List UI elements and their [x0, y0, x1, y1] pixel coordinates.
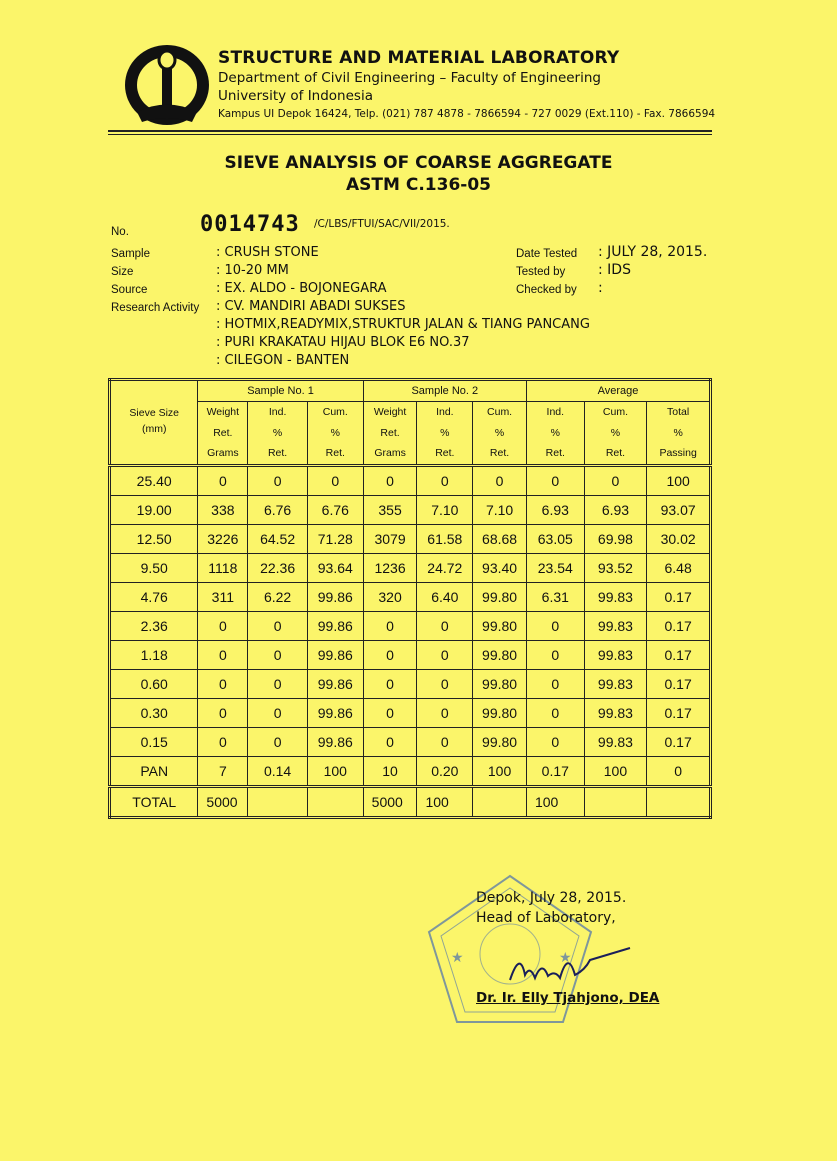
- date-tested-value: : JULY 28, 2015.: [598, 244, 708, 260]
- table-cell: 1236: [363, 553, 417, 582]
- source-label: Source: [111, 284, 148, 296]
- table-cell: 93.64: [307, 553, 363, 582]
- table-cell: 6.31: [526, 582, 584, 611]
- table-cell: 7.10: [417, 495, 473, 524]
- table-cell: 0: [198, 640, 248, 669]
- table-cell: 0: [526, 669, 584, 698]
- table-cell: 311: [198, 582, 248, 611]
- total-cell: [584, 786, 647, 817]
- svg-text:★: ★: [559, 950, 572, 966]
- signature: [490, 940, 640, 990]
- table-cell: 7.10: [473, 495, 527, 524]
- table-cell: 0: [248, 669, 308, 698]
- total-cell: [307, 786, 363, 817]
- column-header-line: Ind.: [436, 406, 454, 418]
- research-line: : CV. MANDIRI ABADI SUKSES: [216, 299, 406, 314]
- table-row: [110, 495, 711, 524]
- table-cell: 99.83: [584, 640, 647, 669]
- column-header-line: %: [440, 426, 450, 439]
- table-cell: 64.52: [248, 524, 308, 553]
- research-line: : PURI KRAKATAU HIJAU BLOK E6 NO.37: [216, 335, 470, 350]
- table-cell: 0.14: [248, 756, 308, 786]
- table-cell: 0: [363, 640, 417, 669]
- total-cell: 5000: [363, 786, 417, 817]
- table-cell: 69.98: [584, 524, 647, 553]
- table-row: [110, 727, 711, 756]
- date-tested-label: Date Tested: [516, 248, 578, 260]
- table-cell: 0: [248, 727, 308, 756]
- total-cell: [248, 786, 308, 817]
- sieve-size-cell: 4.76: [110, 582, 198, 611]
- table-cell: 0: [198, 465, 248, 495]
- table-cell: 0: [417, 698, 473, 727]
- table-cell: 0: [198, 669, 248, 698]
- column-header: [307, 402, 363, 466]
- table-cell: 100: [584, 756, 647, 786]
- table-cell: 100: [307, 756, 363, 786]
- column-header-line: %: [494, 426, 505, 439]
- document-title: SIEVE ANALYSIS OF COARSE AGGREGATE: [224, 153, 613, 173]
- table-row: [110, 524, 711, 553]
- table-cell: 0: [526, 611, 584, 640]
- table-cell: 99.86: [307, 582, 363, 611]
- table-row: [110, 698, 711, 727]
- size-value: : 10-20 MM: [216, 263, 289, 278]
- divider: [108, 134, 712, 135]
- table-cell: 100: [473, 756, 527, 786]
- source-value: : EX. ALDO - BOJONEGARA: [216, 281, 387, 296]
- table-cell: 0: [417, 727, 473, 756]
- table-cell: 99.80: [473, 727, 527, 756]
- table-cell: 0: [417, 640, 473, 669]
- table-cell: 6.76: [248, 495, 308, 524]
- table-cell: 99.83: [584, 582, 647, 611]
- table-cell: 0: [526, 698, 584, 727]
- column-header-line: Cum.: [602, 406, 628, 418]
- column-header-line: Ind.: [546, 406, 565, 418]
- table-cell: 3079: [363, 524, 417, 553]
- svg-text:★: ★: [451, 950, 464, 966]
- table-cell: 24.72: [417, 553, 473, 582]
- column-header-line: %: [550, 426, 560, 439]
- signature-role: Head of Laboratory,: [476, 910, 616, 926]
- lab-name: STRUCTURE AND MATERIAL LABORATORY: [218, 48, 620, 68]
- table-cell: 0: [198, 727, 248, 756]
- table-cell: 0.17: [526, 756, 584, 786]
- group-header-sample-1: Sample No. 1: [198, 380, 363, 402]
- table-cell: 0.17: [647, 727, 711, 756]
- table-row: [110, 582, 711, 611]
- sieve-analysis-table: [108, 378, 712, 819]
- table-row: [110, 669, 711, 698]
- table-cell: 0.17: [647, 669, 711, 698]
- table-cell: 0.17: [647, 582, 711, 611]
- column-header-line: %: [272, 426, 283, 439]
- tested-by-label: Tested by: [516, 266, 566, 278]
- column-header-line: Ret.: [267, 447, 288, 459]
- table-cell: 0: [198, 611, 248, 640]
- no-label: No.: [111, 226, 129, 238]
- table-cell: 99.86: [307, 698, 363, 727]
- table-cell: 99.80: [473, 698, 527, 727]
- table-cell: 0: [198, 698, 248, 727]
- sieve-size-cell: 0.60: [110, 669, 198, 698]
- table-cell: 63.05: [526, 524, 584, 553]
- table-row: [110, 756, 711, 786]
- table-cell: 0: [363, 698, 417, 727]
- table-cell: 0: [248, 611, 308, 640]
- university: University of Indonesia: [218, 88, 373, 104]
- column-header-line: Ret.: [213, 426, 233, 439]
- table-cell: 0: [363, 727, 417, 756]
- column-header-line: %: [330, 426, 340, 439]
- table-cell: 99.83: [584, 611, 647, 640]
- department: Department of Civil Engineering – Faculty of Engineering: [218, 70, 601, 86]
- table-row: [110, 465, 711, 495]
- table-cell: 355: [363, 495, 417, 524]
- table-cell: 0: [363, 669, 417, 698]
- table-cell: 0: [584, 465, 647, 495]
- research-label: Research Activity: [111, 302, 200, 314]
- table-cell: 0: [417, 611, 473, 640]
- table-cell: 99.83: [584, 698, 647, 727]
- column-header-line: Ret.: [435, 447, 455, 459]
- table-cell: 0: [363, 611, 417, 640]
- sieve-size-cell: PAN: [110, 756, 198, 786]
- divider: [108, 130, 712, 132]
- size-label: Size: [111, 266, 134, 278]
- table-cell: 99.80: [473, 611, 527, 640]
- table-cell: 0: [307, 465, 363, 495]
- table-cell: 93.52: [584, 553, 647, 582]
- table-cell: 99.86: [307, 727, 363, 756]
- sieve-size-header-line: (mm): [141, 423, 167, 435]
- table-cell: 6.40: [417, 582, 473, 611]
- column-header: [526, 402, 584, 466]
- table-cell: 0.17: [647, 698, 711, 727]
- sample-label: Sample: [111, 248, 150, 260]
- column-header-line: Ret.: [489, 447, 510, 459]
- table-row: [110, 640, 711, 669]
- table-cell: 99.86: [307, 640, 363, 669]
- column-header-line: Grams: [207, 447, 239, 459]
- table-cell: 99.83: [584, 669, 647, 698]
- table-cell: 0: [363, 465, 417, 495]
- column-header-line: Weight: [373, 406, 407, 418]
- column-header: [363, 402, 417, 466]
- total-cell: 100: [417, 786, 473, 817]
- sieve-size-cell: 25.40: [110, 465, 198, 495]
- table-cell: 71.28: [307, 524, 363, 553]
- table-cell: 0.17: [647, 611, 711, 640]
- sieve-size-cell: 1.18: [110, 640, 198, 669]
- document-number: 0014743: [200, 212, 300, 237]
- sieve-size-cell: 2.36: [110, 611, 198, 640]
- table-cell: 1118: [198, 553, 248, 582]
- column-header: [473, 402, 527, 466]
- sieve-size-cell: 12.50: [110, 524, 198, 553]
- column-header-line: Ret.: [605, 447, 626, 459]
- table-cell: 6.93: [526, 495, 584, 524]
- table-cell: 99.86: [307, 611, 363, 640]
- address: Kampus UI Depok 16424, Telp. (021) 787 4878 - 7866594 - 727 0029 (Ext.110) - Fax. 7866594: [218, 108, 716, 120]
- sieve-size-cell: 0.15: [110, 727, 198, 756]
- table-cell: 0: [417, 669, 473, 698]
- table-cell: 6.22: [248, 582, 308, 611]
- checked-by-label: Checked by: [516, 284, 577, 296]
- checked-by-value: :: [598, 280, 603, 296]
- table-cell: 93.07: [647, 495, 711, 524]
- column-header-line: Cum.: [487, 406, 513, 418]
- column-header-line: Ret.: [545, 447, 565, 459]
- table-cell: 93.40: [473, 553, 527, 582]
- table-cell: 61.58: [417, 524, 473, 553]
- table-cell: 100: [647, 465, 711, 495]
- table-cell: 0: [526, 640, 584, 669]
- column-header: [248, 402, 308, 466]
- column-header-line: Grams: [374, 447, 406, 459]
- table-cell: 6.76: [307, 495, 363, 524]
- total-cell: [473, 786, 527, 817]
- table-cell: 0: [248, 698, 308, 727]
- table-row: [110, 611, 711, 640]
- column-header-line: Ret.: [380, 426, 400, 439]
- group-header-sample-2: Sample No. 2: [363, 380, 526, 402]
- column-header-line: Ind.: [268, 406, 287, 418]
- table-cell: 10: [363, 756, 417, 786]
- total-cell: 100: [526, 786, 584, 817]
- column-header-line: %: [610, 426, 621, 439]
- document-number-suffix: /C/LBS/FTUI/SAC/VII/2015.: [314, 218, 450, 230]
- table-cell: 0: [248, 465, 308, 495]
- table-cell: 99.83: [584, 727, 647, 756]
- signatory-name: Dr. Ir. Elly Tjahjono, DEA: [476, 990, 660, 1006]
- table-cell: 99.80: [473, 640, 527, 669]
- table-cell: 6.93: [584, 495, 647, 524]
- sieve-size-header: [110, 380, 198, 466]
- sieve-size-cell: 19.00: [110, 495, 198, 524]
- table-cell: 6.48: [647, 553, 711, 582]
- university-logo: [122, 42, 212, 128]
- total-cell: 5000: [198, 786, 248, 817]
- table-cell: 22.36: [248, 553, 308, 582]
- column-header-line: Passing: [659, 447, 697, 459]
- table-cell: 68.68: [473, 524, 527, 553]
- table-cell: 0: [473, 465, 527, 495]
- table-cell: 30.02: [647, 524, 711, 553]
- total-row: [110, 786, 711, 817]
- sample-value: : CRUSH STONE: [216, 245, 319, 260]
- table-cell: 0.20: [417, 756, 473, 786]
- column-header-line: Total: [667, 406, 690, 418]
- column-header: [198, 402, 248, 466]
- table-cell: 0: [526, 727, 584, 756]
- column-header: [647, 402, 711, 466]
- column-header: [417, 402, 473, 466]
- table-cell: 338: [198, 495, 248, 524]
- sieve-size-cell: 9.50: [110, 553, 198, 582]
- table-cell: 0: [526, 465, 584, 495]
- table-cell: 320: [363, 582, 417, 611]
- table-cell: 99.80: [473, 582, 527, 611]
- column-header-line: Ret.: [325, 447, 345, 459]
- column-header: [584, 402, 647, 466]
- column-header-line: Cum.: [322, 406, 348, 418]
- table-cell: 23.54: [526, 553, 584, 582]
- table-cell: 0.17: [647, 640, 711, 669]
- total-cell: TOTAL: [110, 786, 198, 817]
- column-header-line: %: [673, 426, 683, 439]
- signature-place-date: Depok, July 28, 2015.: [476, 890, 627, 906]
- table-cell: 0: [417, 465, 473, 495]
- table-row: [110, 553, 711, 582]
- document-standard: ASTM C.136-05: [346, 175, 491, 195]
- table-cell: 99.80: [473, 669, 527, 698]
- table-cell: 99.86: [307, 669, 363, 698]
- research-line: : HOTMIX,READYMIX,STRUKTUR JALAN & TIANG PANCANG: [216, 317, 590, 332]
- sieve-size-header-line: Sieve Size: [129, 407, 179, 419]
- research-line: : CILEGON - BANTEN: [216, 353, 350, 368]
- table-cell: 0: [248, 640, 308, 669]
- table-cell: 7: [198, 756, 248, 786]
- column-header-line: Weight: [206, 406, 240, 418]
- group-header-average: Average: [526, 380, 710, 402]
- table-cell: 0: [647, 756, 711, 786]
- total-cell: [647, 786, 711, 817]
- sieve-size-cell: 0.30: [110, 698, 198, 727]
- table-cell: 3226: [198, 524, 248, 553]
- tested-by-value: : IDS: [598, 262, 631, 278]
